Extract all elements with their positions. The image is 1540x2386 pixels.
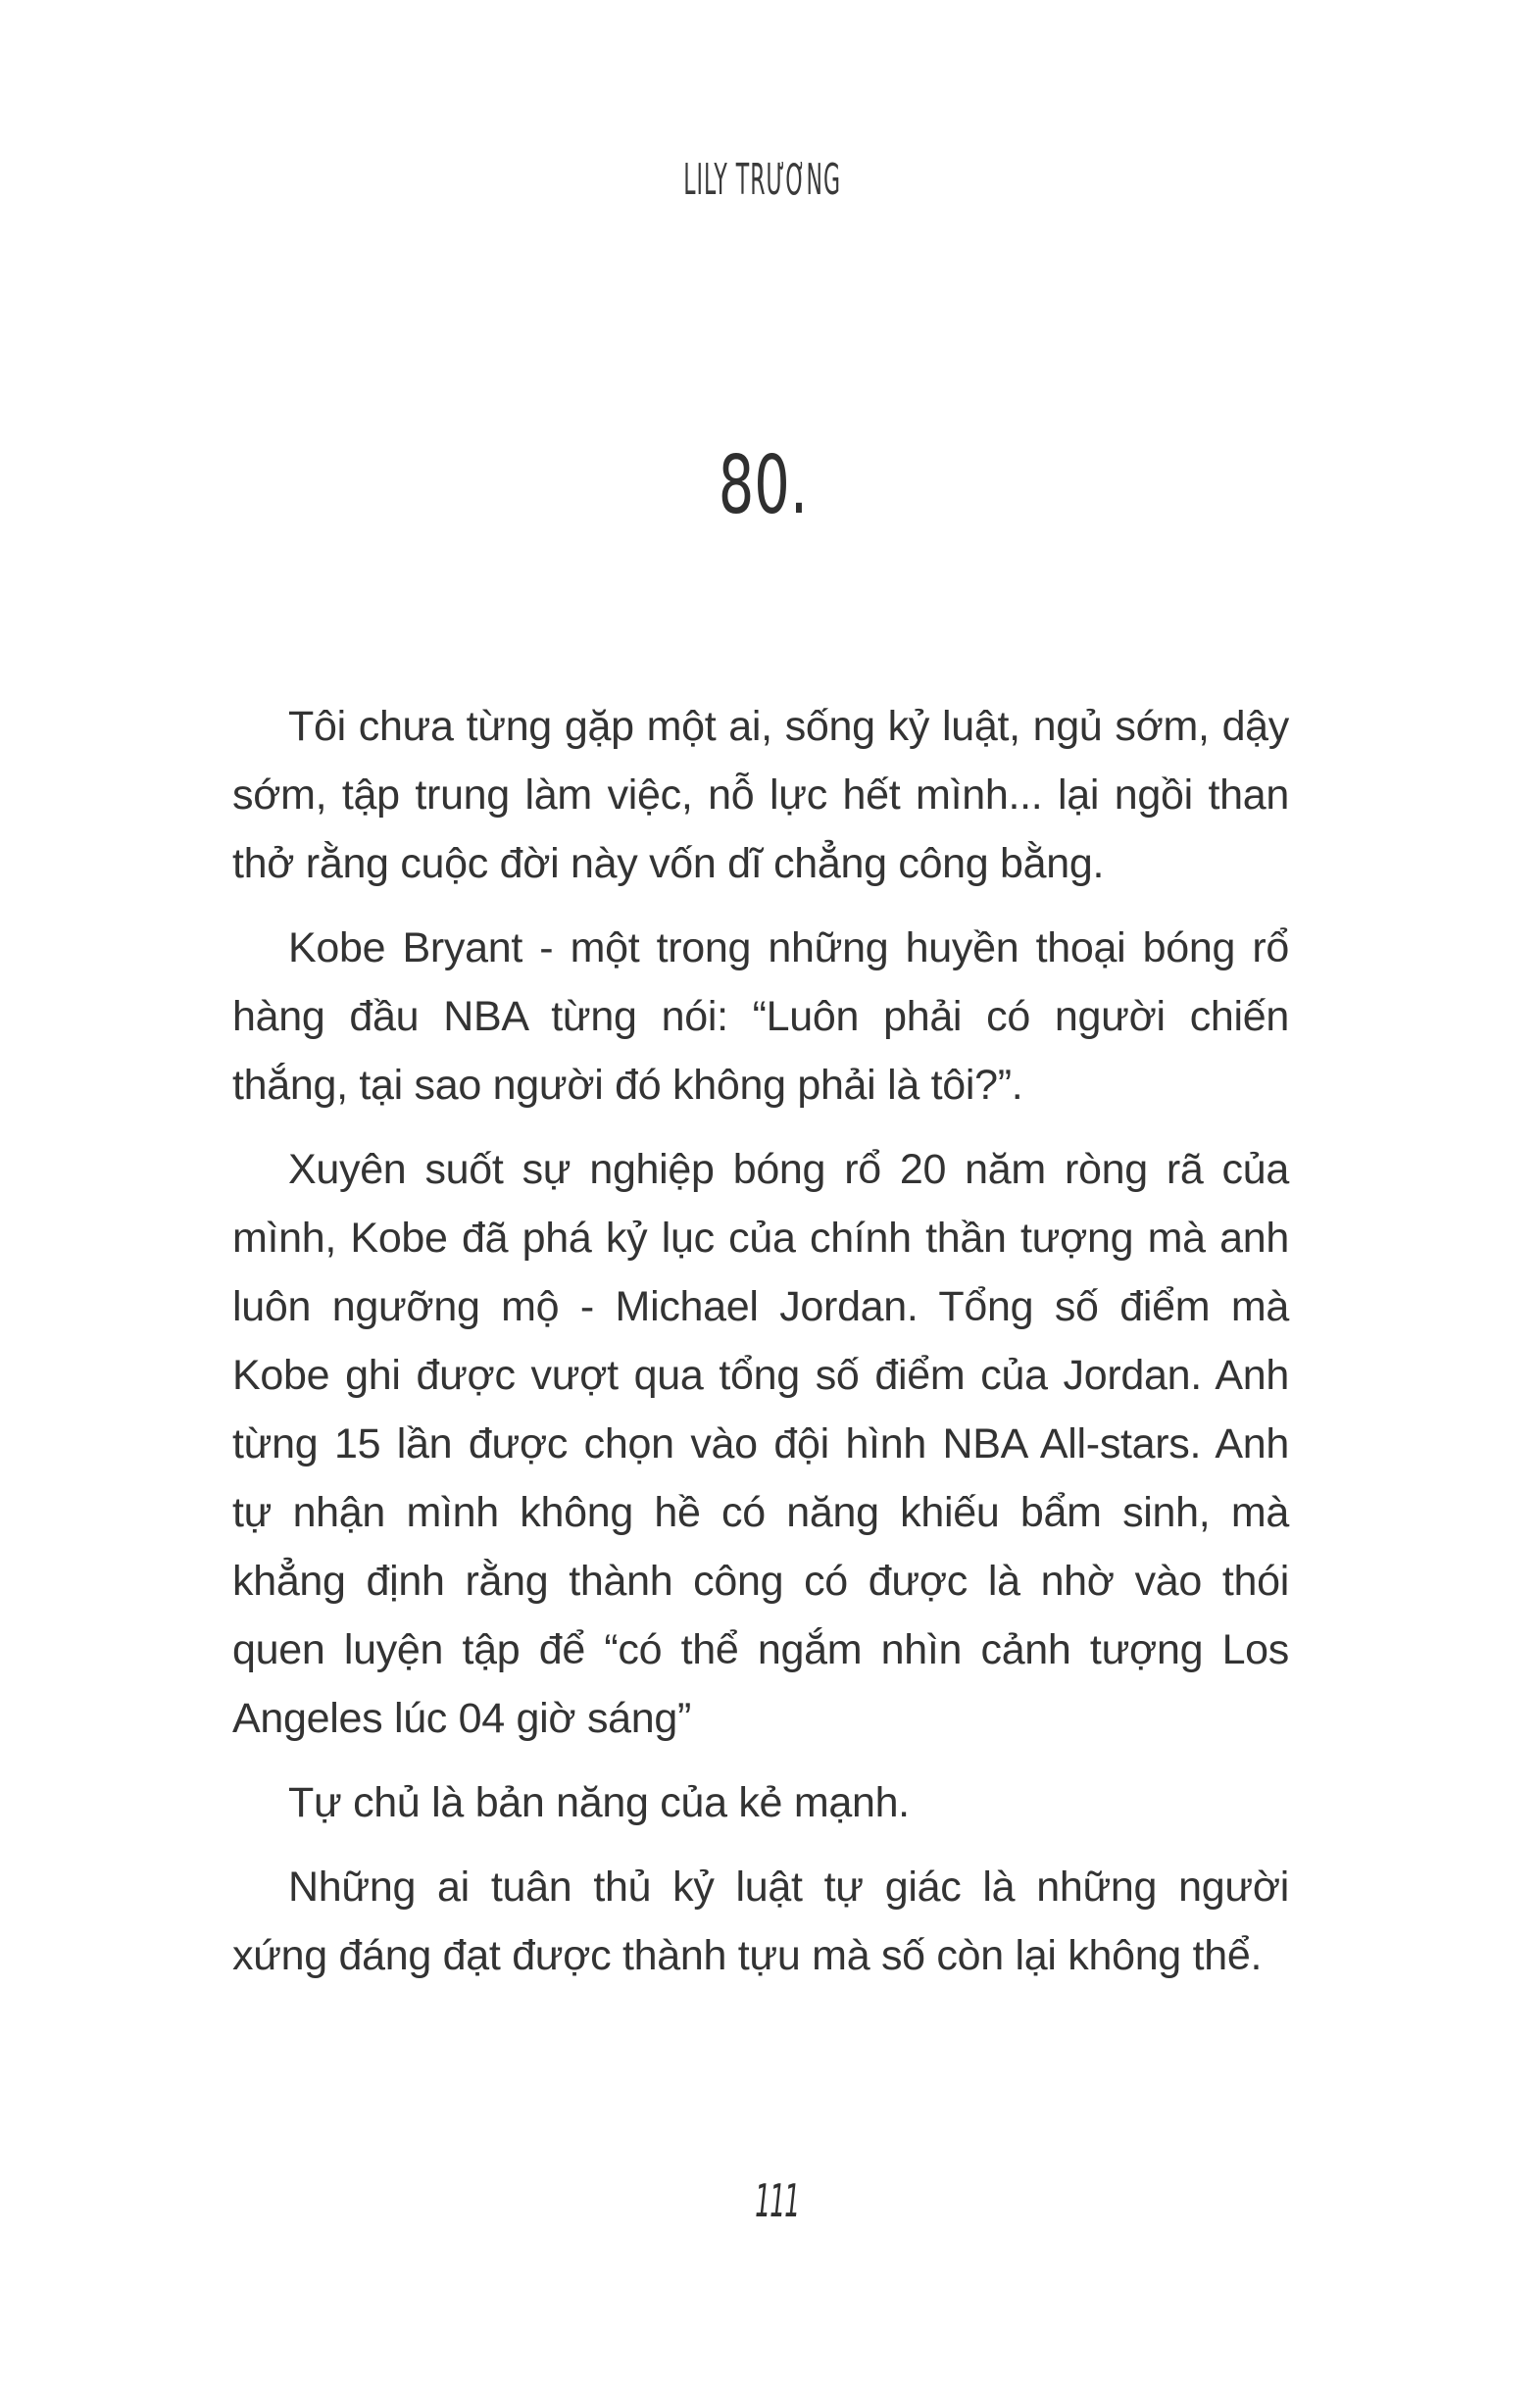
body-text — [232, 692, 1289, 1990]
chapter-number: 80. — [718, 439, 809, 532]
paragraph: Tự chủ là bản năng của kẻ mạnh. — [288, 1779, 910, 1826]
page-number: 111 — [755, 2174, 800, 2227]
running-header: LILY TRƯƠNG — [683, 155, 841, 205]
paragraph: Những ai tuân thủ kỷ luật tự giác là những người xứng đáng đạt được thành tựu mà số còn lại không thể. — [232, 1864, 1289, 1979]
paragraph: Tôi chưa từng gặp một ai, sống kỷ luật, ngủ sớm, dậy sớm, tập trung làm việc, nỗ lực hết mình... lại ngồi than thở rằng cuộc đời này vốn dĩ chẳng công bằng. — [232, 703, 1289, 887]
paragraph: Xuyên suốt sự nghiệp bóng rổ 20 năm ròng rã của mình, Kobe đã phá kỷ lục của chính thần tượng mà anh luôn ngưỡng mộ - Michael Jordan. Tổng số điểm mà Kobe ghi được vượt qua tổng số điểm của Jordan. Anh từng 15 lần được chọn vào đội hình NBA All-stars. Anh tự nhận mình không hề có năng khiếu bẩm sinh, mà khẳng định rằng thành công có được là nhờ vào thói quen luyện tập để “có thể ngắm nhìn cảnh tượng Los Angeles lúc 04 giờ sáng” — [232, 1146, 1289, 1742]
paragraph: Kobe Bryant - một trong những huyền thoại bóng rổ hàng đầu NBA từng nói: “Luôn phải có người chiến thắng, tại sao người đó không phải là tôi?”. — [232, 924, 1289, 1109]
